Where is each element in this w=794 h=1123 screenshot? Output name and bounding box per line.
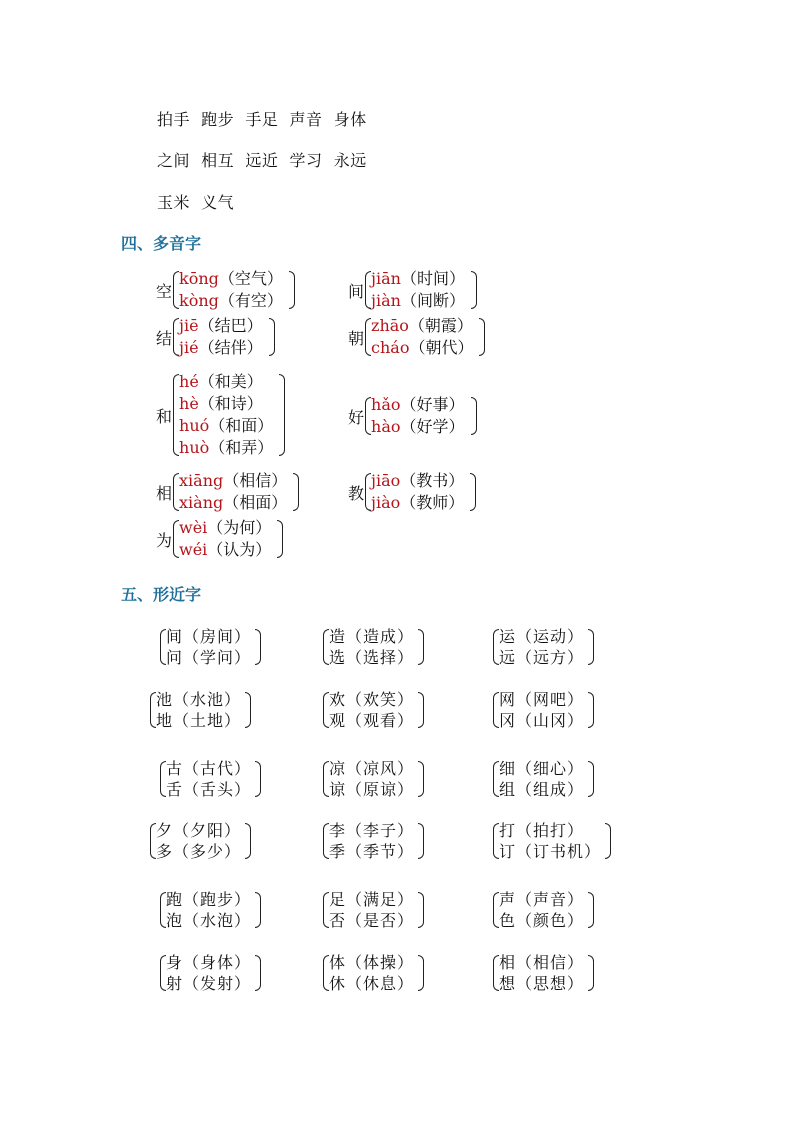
pinyin: wéi <box>179 540 208 559</box>
similar-char-item: 细（细心） <box>499 759 585 778</box>
entry-char: 好 <box>348 407 365 427</box>
example-word: （教书） <box>400 471 465 490</box>
similar-char-item: 远（远方） <box>499 648 585 667</box>
similar-char-group <box>493 889 594 931</box>
section-heading-similar-chars: 五、形近字 <box>121 585 202 604</box>
similar-char-item: 池（水池） <box>156 690 242 709</box>
similar-char-group <box>493 952 594 994</box>
pinyin: jiàn <box>371 291 401 310</box>
similar-char-group <box>160 758 261 800</box>
word-line-3: 玉米 义气 <box>157 193 235 212</box>
similar-char-group <box>323 689 424 731</box>
pinyin: huó <box>179 416 210 435</box>
reading-group <box>173 470 299 514</box>
similar-char-item: 想（思想） <box>499 974 585 993</box>
polyphonic-entry <box>348 315 485 359</box>
similar-char-item: 观（观看） <box>329 711 415 730</box>
similar-char-item: 欢（欢笑） <box>329 690 415 709</box>
similar-char-item: 身（身体） <box>166 953 252 972</box>
similar-char-item: 谅（原谅） <box>329 780 415 799</box>
similar-char-item: 泡（水泡） <box>166 911 252 930</box>
similar-char-item: 足（满足） <box>329 890 415 909</box>
similar-char-group <box>160 626 261 668</box>
reading-group <box>173 371 285 459</box>
similar-char-item: 古（古代） <box>166 759 252 778</box>
similar-char-item: 网（网吧） <box>499 690 585 709</box>
pinyin: hè <box>179 394 199 413</box>
similar-char-group <box>323 889 424 931</box>
similar-char-group <box>160 952 261 994</box>
section-heading-polyphonic: 四、多音字 <box>121 234 202 253</box>
similar-char-item: 李（李子） <box>329 821 415 840</box>
polyphonic-entry <box>156 470 299 514</box>
pinyin: jiāo <box>371 471 401 490</box>
example-word: （和美） <box>198 372 263 391</box>
pinyin: hé <box>179 372 199 391</box>
polyphonic-entry <box>348 470 476 514</box>
pinyin: kòng <box>179 291 219 310</box>
entry-char: 相 <box>156 483 173 503</box>
similar-char-item: 多（多少） <box>156 842 242 861</box>
example-word: （结巴） <box>198 316 263 335</box>
polyphonic-entry <box>156 268 295 312</box>
reading-group <box>365 470 476 514</box>
pinyin: zhāo <box>371 316 409 335</box>
polyphonic-entry <box>348 394 477 438</box>
similar-char-group <box>323 820 424 862</box>
pinyin: kōng <box>179 269 219 288</box>
pinyin: jié <box>179 338 199 357</box>
example-word: （和面） <box>209 416 274 435</box>
example-word: （时间） <box>400 269 465 288</box>
similar-char-group <box>493 689 594 731</box>
pinyin: hǎo <box>371 395 401 414</box>
reading-group <box>173 315 275 359</box>
example-word: （认为） <box>207 540 272 559</box>
example-word: （空气） <box>218 269 283 288</box>
entry-char: 空 <box>156 281 173 301</box>
similar-char-item: 跑（跑步） <box>166 890 252 909</box>
polyphonic-entry <box>156 315 275 359</box>
polyphonic-entry <box>348 268 477 312</box>
similar-char-group <box>160 889 261 931</box>
entry-char: 朝 <box>348 328 365 348</box>
similar-char-group <box>323 758 424 800</box>
similar-char-group <box>323 952 424 994</box>
similar-char-item: 选（选择） <box>329 648 415 667</box>
similar-char-item: 问（学问） <box>166 648 252 667</box>
example-word: （相面） <box>223 493 288 512</box>
example-word: （好事） <box>400 395 465 414</box>
polyphonic-entry <box>156 371 285 459</box>
reading-group <box>173 268 295 312</box>
similar-char-item: 体（体操） <box>329 953 415 972</box>
similar-char-group <box>150 689 251 731</box>
example-word: （教师） <box>400 493 465 512</box>
similar-char-group <box>150 820 251 862</box>
similar-char-item: 季（季节） <box>329 842 415 861</box>
reading-group <box>365 315 485 359</box>
example-word: （间断） <box>400 291 465 310</box>
pinyin: huò <box>179 438 210 457</box>
word-line-1: 拍手 跑步 手足 声音 身体 <box>157 110 367 129</box>
reading-group <box>173 517 283 561</box>
similar-char-group <box>323 626 424 668</box>
example-word: （朝霞） <box>408 316 473 335</box>
example-word: （和弄） <box>209 438 274 457</box>
example-word: （朝代） <box>409 338 474 357</box>
reading-group <box>365 268 477 312</box>
similar-char-item: 地（土地） <box>156 711 242 730</box>
pinyin: xiāng <box>179 471 224 490</box>
similar-char-group <box>493 758 594 800</box>
entry-char: 和 <box>156 406 173 426</box>
similar-char-item: 相（相信） <box>499 953 585 972</box>
pinyin: jiān <box>371 269 401 288</box>
entry-char: 教 <box>348 483 365 503</box>
similar-char-item: 打（拍打） <box>499 821 585 840</box>
similar-char-group <box>493 820 611 862</box>
reading-group <box>365 394 477 438</box>
similar-char-item: 否（是否） <box>329 911 415 930</box>
similar-char-item: 运（运动） <box>499 627 585 646</box>
similar-char-item: 凉（凉风） <box>329 759 415 778</box>
similar-char-item: 色（颜色） <box>499 911 585 930</box>
pinyin: wèi <box>179 518 208 537</box>
example-word: （好学） <box>400 417 465 436</box>
pinyin: jiē <box>179 316 199 335</box>
similar-char-item: 休（休息） <box>329 974 415 993</box>
pinyin: xiàng <box>179 493 224 512</box>
similar-char-item: 造（造成） <box>329 627 415 646</box>
entry-char: 为 <box>156 530 173 550</box>
similar-char-item: 订（订书机） <box>499 842 602 861</box>
similar-char-item: 舌（舌头） <box>166 780 252 799</box>
similar-char-item: 声（声音） <box>499 890 585 909</box>
entry-char: 间 <box>348 281 365 301</box>
pinyin: jiào <box>371 493 401 512</box>
word-line-2: 之间 相互 远近 学习 永远 <box>157 151 367 170</box>
similar-char-item: 间（房间） <box>166 627 252 646</box>
example-word: （相信） <box>223 471 288 490</box>
entry-char: 结 <box>156 328 173 348</box>
example-word: （为何） <box>207 518 272 537</box>
example-word: （和诗） <box>198 394 263 413</box>
pinyin: cháo <box>371 338 410 357</box>
example-word: （结伴） <box>198 338 263 357</box>
pinyin: hào <box>371 417 401 436</box>
similar-char-item: 射（发射） <box>166 974 252 993</box>
similar-char-item: 组（组成） <box>499 780 585 799</box>
similar-char-item: 冈（山冈） <box>499 711 585 730</box>
similar-char-item: 夕（夕阳） <box>156 821 242 840</box>
polyphonic-entry <box>156 517 283 561</box>
example-word: （有空） <box>218 291 283 310</box>
similar-char-group <box>493 626 594 668</box>
